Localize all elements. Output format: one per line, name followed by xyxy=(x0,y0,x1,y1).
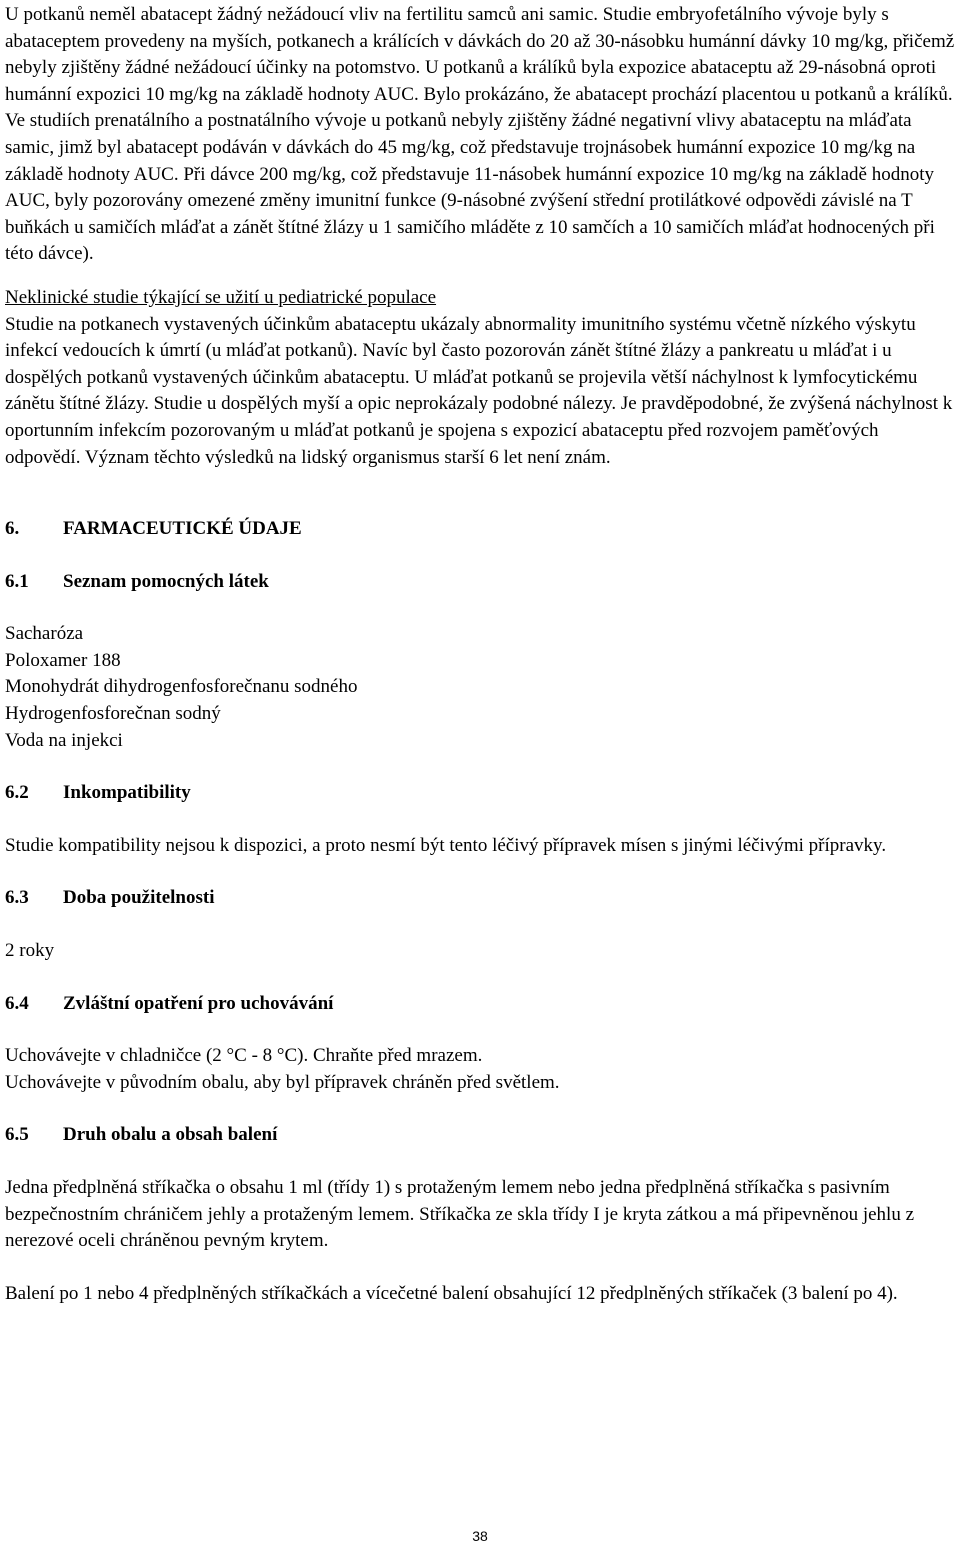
section-6-3-heading xyxy=(5,885,955,912)
section-6-4-heading xyxy=(5,991,955,1018)
pediatric-subheading: Neklinické studie týkající se užití u pediatrické populace xyxy=(5,286,437,308)
excipient-item: Monohydrát dihydrogenfosforečnanu sodného xyxy=(5,676,358,698)
pediatric-paragraph: Studie na potkanech vystavených účinkům abataceptu ukázaly abnormality imunitního systému včetně nízkého výskytu infekcí vedoucích k úmrtí (u mláďat potkanů). Navíc byl často pozorován zánět štítné žlázy a pankreatu u mláďat i u dospělých potkanů vystavených účinkům abataceptu. U mláďat potkanů se projevila větší náchylnost k lymfocytickému zánětu štítné žlázy. Studie u dospělých myší a opic neprokázaly podobné nálezy. Je pravděpodobné, že zvýšená náchylnost k oportunním infekcím pozorovaným u mláďat potkanů je spojena s expozicí abataceptu před rozvojem paměťových odpovědí. Význam těchto výsledků na lidský organismus starší 6 let není znám. xyxy=(5,313,953,468)
section-6-2-number: 6.2 xyxy=(5,782,29,804)
page-number: 38 xyxy=(472,1528,488,1544)
section-6-1-title: Seznam pomocných látek xyxy=(63,570,269,592)
section-6-3-title: Doba použitelnosti xyxy=(63,887,215,909)
excipient-list xyxy=(5,621,955,754)
document-page xyxy=(5,0,955,1307)
section-6-4-number: 6.4 xyxy=(5,992,29,1014)
container-description-paragraph: Jedna předplněná stříkačka o obsahu 1 ml (třídy 1) s protaženým lemem nebo jedna předplněná stříkačka s pasivním bezpečnostním chráničem jehly a protaženým lemem. Stříkačka ze skla třídy I je kryta zátkou a má připevněnou jehlu z nerezové oceli chráněnou pevným krytem. xyxy=(5,1177,915,1252)
pack-sizes-paragraph: Balení po 1 nebo 4 předplněných stříkačkách a vícečetné balení obsahující 12 předplněných stříkaček (3 balení po 4). xyxy=(5,1282,898,1304)
excipient-item: Sacharóza xyxy=(5,623,84,645)
storage-line-original-package: Uchovávejte v původním obalu, aby byl přípravek chráněn před světlem. xyxy=(5,1071,560,1093)
section-6-3-number: 6.3 xyxy=(5,887,29,909)
section-6-1-heading xyxy=(5,569,955,596)
section-6-5-title: Druh obalu a obsah balení xyxy=(63,1124,278,1146)
section-6-2-heading xyxy=(5,780,955,807)
section-6-2-title: Inkompatibility xyxy=(63,782,191,804)
preclinical-fertility-paragraph: U potkanů neměl abatacept žádný nežádoucí vliv na fertilitu samců ani samic. Studie embryofetálního vývoje byly s abataceptem provedeny na myších, potkanech a králících v dávkách do 20 až 30-násobku humánní dávky 10 mg/kg, přičemž nebyly zjištěny žádné nežádoucí účinky na potomstvo. U potkanů a králíků byla expozice abataceptu až 29-násobná oproti humánní expozici 10 mg/kg na základě hodnoty AUC. Bylo prokázáno, že abatacept prochází placentou u potkanů a králíků. Ve studiích prenatálního a postnatálního vývoje u potkanů nebyly zjištěny žádné negativní vlivy abataceptu na mláďata samic, jimž byl abatacept podáván v dávkách do 45 mg/kg, což představuje trojnásobek humánní expozice 10 mg/kg na základě hodnoty AUC. Při dávce 200 mg/kg, což představuje 11-násobek humánní expozice 10 mg/kg na základě hodnoty AUC, byly pozorovány omezené změny imunitní funkce (9-násobné zvýšení střední protilátkové odpovědi závislé na T buňkách u samičích mláďat a zánět štítné žlázy u 1 samičího mláděte z 10 samčích a 10 samičích mláďat hodnocených při této dávce). xyxy=(5,4,955,265)
section-6-5-heading xyxy=(5,1122,955,1149)
section-6-heading xyxy=(5,516,955,543)
section-6-number: 6. xyxy=(5,518,20,540)
shelf-life-text: 2 roky xyxy=(5,940,55,962)
section-6-5-number: 6.5 xyxy=(5,1124,29,1146)
section-6-title: FARMACEUTICKÉ ÚDAJE xyxy=(63,518,302,540)
excipient-item: Poloxamer 188 xyxy=(5,649,121,671)
section-6-1-number: 6.1 xyxy=(5,570,29,592)
excipient-item: Voda na injekci xyxy=(5,729,123,751)
section-6-4-title: Zvláštní opatření pro uchovávání xyxy=(63,992,334,1014)
incompatibility-paragraph: Studie kompatibility nejsou k dispozici, a proto nesmí být tento léčivý přípravek mísen s jinými léčivými přípravky. xyxy=(5,834,887,856)
excipient-item: Hydrogenfosforečnan sodný xyxy=(5,703,221,725)
storage-line-refrigerate: Uchovávejte v chladničce (2 °C - 8 °C). Chraňte před mrazem. xyxy=(5,1045,483,1067)
